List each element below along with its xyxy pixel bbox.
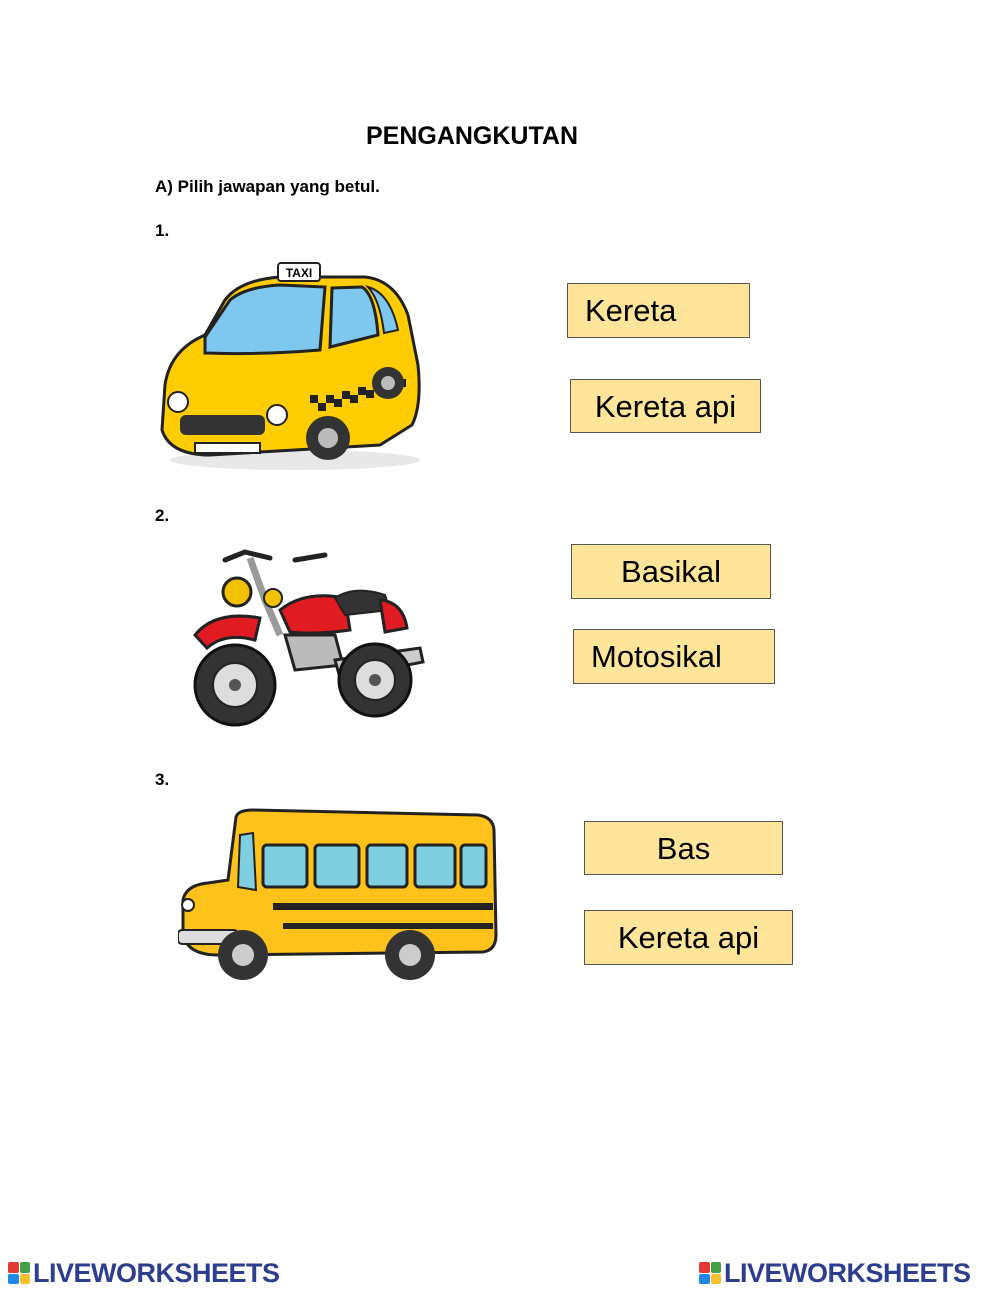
option-q2-motosikal[interactable]: Motosikal <box>573 629 775 684</box>
instruction-text: A) Pilih jawapan yang betul. <box>155 177 380 196</box>
question-number-1: 1. <box>155 221 170 240</box>
question-number-2: 2. <box>155 506 170 525</box>
question-number-3: 3. <box>155 770 170 789</box>
taxi-sign-text: TAXI <box>285 266 313 280</box>
option-q3-bas[interactable]: Bas <box>584 821 783 875</box>
taxi-image <box>150 255 430 480</box>
option-q2-basikal[interactable]: Basikal <box>571 544 771 599</box>
liveworksheets-logo-right <box>699 1258 971 1288</box>
liveworksheets-mark-icon <box>699 1262 721 1284</box>
brand-text-left: LIVEWORKSHEETS <box>33 1257 280 1288</box>
worksheet-title: PENGANGKUTAN <box>365 122 579 150</box>
liveworksheets-mark-icon <box>8 1262 30 1284</box>
option-q1-kereta-api[interactable]: Kereta api <box>570 379 761 433</box>
option-q1-kereta[interactable]: Kereta <box>567 283 750 338</box>
school-bus-image <box>178 805 500 985</box>
option-q3-kereta-api[interactable]: Kereta api <box>584 910 793 965</box>
liveworksheets-logo-left <box>8 1258 280 1288</box>
motorcycle-image <box>185 540 435 735</box>
brand-text-right: LIVEWORKSHEETS <box>724 1257 971 1288</box>
